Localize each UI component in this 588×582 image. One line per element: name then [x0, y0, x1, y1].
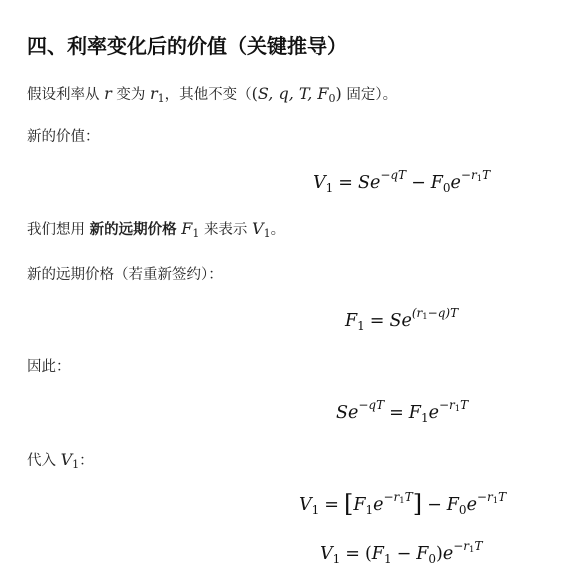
bold-term: 新的远期价格 [89, 222, 177, 238]
math-V1: $V_1$ [252, 219, 271, 240]
math-F1: $F_1$ [181, 219, 200, 240]
section-heading: 四、利率变化后的价值（关键推导） [27, 34, 347, 58]
therefore-label: 因此： [27, 359, 71, 375]
substitute-paragraph: 代入 $V_1$： [27, 450, 94, 471]
math-V1: $V_1$ [60, 450, 80, 471]
goal-paragraph: 我们想用 新的远期价格 $F_1$ 来表示 $V_1$。 [27, 219, 286, 240]
new-value-label: 新的价值： [27, 129, 100, 145]
equation-final: $V_1 = (F_1 - F_0)e^{-r_1T}$ [320, 539, 483, 566]
equation-substituted: $V_1 = [F_1e^{-r_1T}] - F_0e^{-r_1T}$ [299, 490, 507, 518]
text-segment: 变为 [116, 87, 146, 103]
equation-therefore: $Se^{-qT} = F_1e^{-r_1T}$ [336, 398, 469, 425]
math-r: r [104, 84, 112, 103]
math-fixed-vars: (S, q, T, $F_0$) [251, 84, 342, 105]
assumption-paragraph [27, 84, 397, 109]
text-segment: ，其他不变（ [164, 87, 252, 103]
math-r1: $r_1$ [149, 84, 165, 105]
equation-new-value: $V_1 = Se^{-qT} - F_0e^{-r_1T}$ [313, 168, 491, 195]
text-segment: 固定）。 [346, 87, 398, 103]
new-forward-label: 新的远期价格（若重新签约）： [27, 267, 223, 283]
equation-new-forward: $F_1 = Se^{(r_1-q)T}$ [345, 306, 459, 333]
text-segment: 假设利率从 [27, 87, 100, 103]
